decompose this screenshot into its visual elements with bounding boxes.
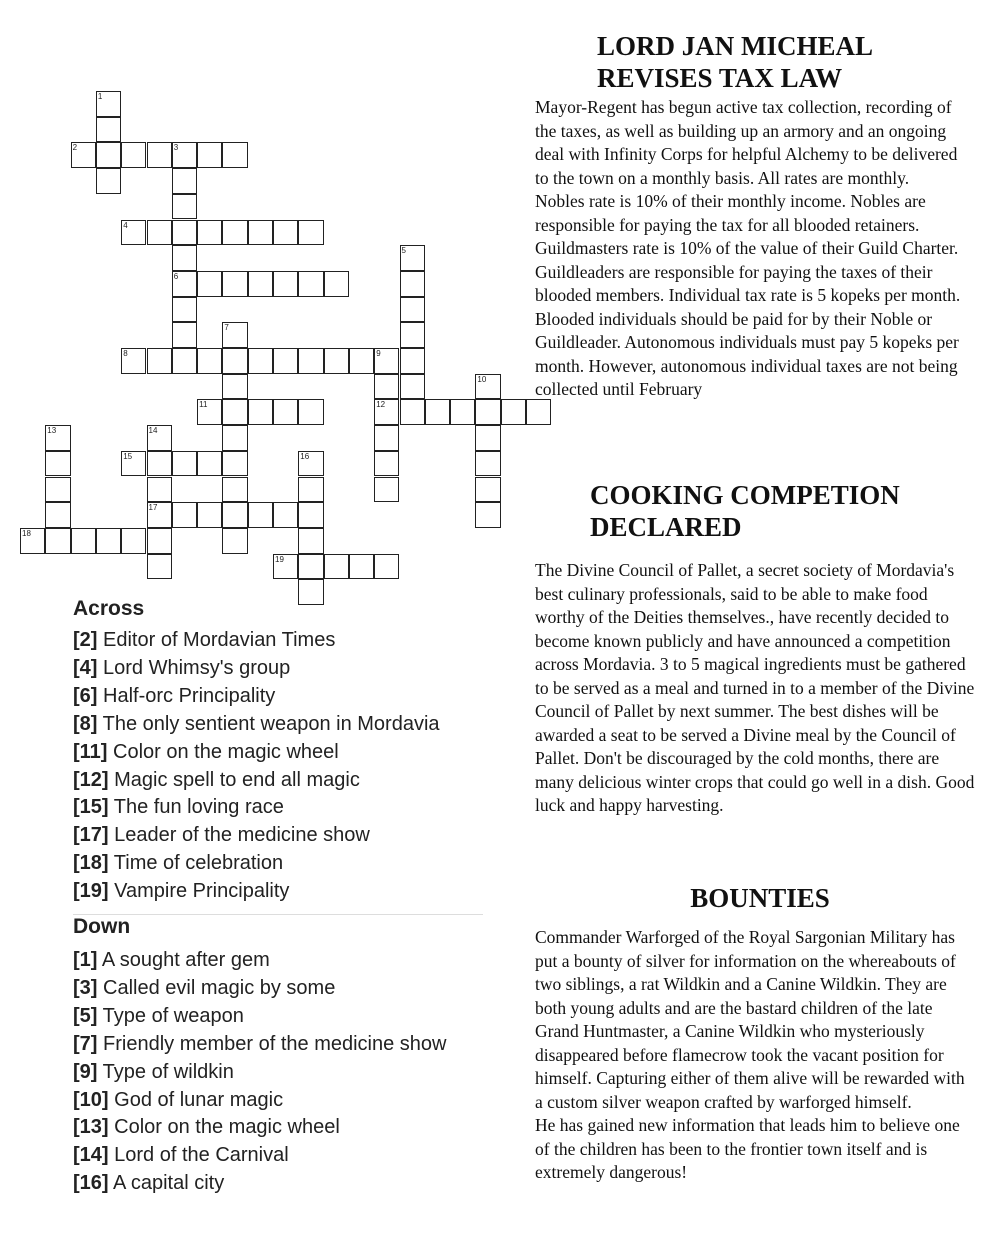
crossword-cell[interactable] (248, 271, 273, 297)
cell-number: 3 (173, 143, 179, 153)
crossword-cell[interactable] (273, 220, 298, 246)
crossword-cell[interactable] (324, 348, 349, 374)
crossword-cell[interactable] (172, 322, 197, 348)
cell-number: 11 (199, 400, 208, 410)
crossword-cell[interactable] (172, 502, 197, 528)
clue-across-4: [4] Lord Whimsy's group (73, 656, 291, 679)
clue-across-8: [8] The only sentient weapon in Mordavia (73, 712, 440, 735)
clue-down-10: [10] God of lunar magic (73, 1088, 284, 1111)
cell-number: 4 (123, 220, 128, 230)
clue-across-2: [2] Editor of Mordavian Times (73, 629, 336, 651)
crossword-cell[interactable] (475, 477, 500, 503)
crossword-cell[interactable] (147, 554, 172, 580)
clue-across-6: [6] Half-orc Principality (73, 684, 276, 707)
crossword-cell[interactable] (324, 554, 349, 580)
crossword-cell[interactable] (172, 297, 197, 323)
crossword-cell[interactable] (45, 528, 70, 554)
article-body (535, 926, 975, 1185)
crossword-cell[interactable] (172, 168, 197, 194)
crossword-cell[interactable] (121, 142, 146, 168)
article-paragraph: Nobles rate is 10% of their monthly income. Nobles are responsible for paying the tax for all blooded retainers. (535, 191, 926, 235)
cell-number: 10 (477, 374, 487, 384)
crossword-cell[interactable] (147, 528, 172, 554)
crossword-cell[interactable] (222, 528, 247, 554)
crossword-cell[interactable] (172, 220, 197, 246)
cell-number: 17 (148, 503, 158, 513)
crossword-cell[interactable] (349, 348, 374, 374)
cell-number: 2 (72, 143, 78, 153)
cell-number: 18 (22, 528, 31, 538)
crossword-cell[interactable] (298, 477, 323, 503)
article-paragraph: Mayor-Regent has begun active tax collection, recording of the taxes, as well as building up an armory and an ongoing deal with Infinity Corps for helpful Alchemy to be delivered to the town on a monthly basis. All rates are monthly. (535, 97, 958, 188)
crossword-cell[interactable] (400, 348, 425, 374)
crossword-cell[interactable] (475, 425, 500, 451)
clue-across-15: [15] The fun loving race (73, 796, 284, 819)
crossword-cell[interactable] (374, 425, 399, 451)
crossword-cell[interactable] (298, 502, 323, 528)
crossword-cell[interactable] (197, 348, 222, 374)
clue-down-14: [14] Lord of the Carnival (73, 1144, 289, 1167)
crossword-cell[interactable] (222, 399, 247, 425)
article-paragraph: Commander Warforged of the Royal Sargonian Military has put a bounty of silver for information on the whereabouts of two siblings, a rat Wildkin and a Canine Wildkin. They are both young adults and are the bastard children of the late Grand Huntmaster, a Canine Wildkin who mysteriously disappeared before flamecrow took the vacant position for himself. Capturing either of them alive will be rewarded with a custom silver weapon crafted by warforged himself. (535, 927, 965, 1112)
crossword-cell[interactable] (222, 271, 247, 297)
crossword-cell[interactable] (324, 271, 349, 297)
article-bounties (535, 882, 975, 1185)
article-headline: BOUNTIES (690, 883, 830, 913)
crossword-cell[interactable] (400, 297, 425, 323)
cell-number: 1 (97, 92, 103, 101)
crossword-cell[interactable] (273, 348, 298, 374)
crossword-cell[interactable] (172, 194, 197, 220)
clue-down-13: [13] Color on the magic wheel (73, 1116, 340, 1139)
crossword-cell[interactable] (222, 502, 247, 528)
crossword-cell[interactable] (400, 322, 425, 348)
clue-down-3: [3] Called evil magic by some (73, 976, 336, 999)
down-heading: Down (73, 915, 131, 938)
cell-number: 14 (148, 426, 158, 436)
article-paragraph: The Divine Council of Pallet, a secret society of Mordavia's best culinary professionals, said to be able to make food worthy of the Deities themselves., have recently decided to become known publicly and have announced a competition across Mordavia. 3 to 5 magical ingredients must be gathered to be served as a meal and turned in to a member of the Divine Council of Pallet by next summer. The best dishes will be awarded a seat to be served a Divine meal by the Council of Pallet. Don't be discouraged by the cold months, there are many delicious winter crops that could go well in a dish. Good luck and happy harvesting. (535, 560, 975, 815)
crossword-cell[interactable] (425, 399, 450, 425)
crossword-cell[interactable] (273, 271, 298, 297)
article-paragraph: He has gained new information that leads him to believe one of the children has been to the frontier town itself and is extremely dangerous! (535, 1115, 960, 1182)
clue-across-12: [12] Magic spell to end all magic (73, 768, 360, 791)
cell-number: 9 (376, 349, 381, 358)
crossword-cell[interactable] (222, 142, 247, 168)
clue-down-5: [5] Type of weapon (73, 1004, 244, 1027)
crossword-cell[interactable] (248, 348, 273, 374)
crossword-cell[interactable] (45, 451, 70, 477)
crossword-cell[interactable] (45, 477, 70, 503)
clue-down-1: [1] A sought after gem (73, 949, 270, 971)
crossword-cell[interactable] (172, 245, 197, 271)
clue-down-16: [16] A capital city (73, 1172, 225, 1195)
crossword-cell[interactable] (197, 271, 222, 297)
crossword-cell[interactable] (147, 142, 172, 168)
article-body (535, 96, 975, 402)
cell-number: 13 (47, 426, 57, 436)
crossword-cell[interactable] (172, 451, 197, 477)
crossword-cell[interactable] (222, 425, 247, 451)
crossword-cell[interactable] (298, 348, 323, 374)
crossword-cell[interactable] (475, 502, 500, 528)
crossword-cell[interactable] (96, 528, 121, 554)
cell-number: 12 (376, 400, 386, 410)
crossword-cell[interactable] (374, 374, 399, 400)
crossword-cell[interactable] (71, 528, 96, 554)
crossword-cell[interactable] (96, 168, 121, 194)
crossword-cell[interactable] (298, 399, 323, 425)
crossword-cell[interactable] (248, 399, 273, 425)
article-cooking-competition (535, 479, 975, 818)
cell-number: 19 (275, 554, 284, 564)
article-tax-law (535, 30, 975, 402)
crossword-cell[interactable] (273, 399, 298, 425)
cell-number: 16 (300, 451, 310, 461)
crossword-cell[interactable] (400, 271, 425, 297)
crossword-cell[interactable] (501, 399, 526, 425)
crossword-cell[interactable] (298, 271, 323, 297)
cell-number: 7 (224, 323, 229, 333)
crossword-cell[interactable] (349, 554, 374, 580)
clue-across-18: [18] Time of celebration (73, 852, 284, 875)
crossword-cell[interactable] (222, 374, 247, 400)
crossword-cell[interactable] (400, 374, 425, 400)
article-paragraph: Guildmasters rate is 10% of the value of their Guild Charter. Guildleaders are responsible for paying the taxes of their blooded members. Individual tax rate is 5 kopeks per month. Blooded individuals should be paid for by their Noble or Guildleader. Autonomous individuals must pay 5 kopeks per month. However, autonomous individual taxes are not being collected until February (535, 238, 961, 399)
clue-down-7: [7] Friendly member of the medicine show (73, 1032, 447, 1055)
crossword-cell[interactable] (450, 399, 475, 425)
crossword-cell[interactable] (147, 451, 172, 477)
cell-number: 15 (123, 451, 133, 461)
crossword-cell[interactable] (222, 451, 247, 477)
clue-across-17: [17] Leader of the medicine show (73, 824, 370, 847)
crossword-cell[interactable] (475, 451, 500, 477)
across-heading: Across (73, 597, 145, 620)
crossword-cell[interactable] (147, 220, 172, 246)
crossword-cell[interactable] (222, 348, 247, 374)
clue-across-19: [19] Vampire Principality (73, 880, 290, 903)
article-body (535, 559, 975, 818)
crossword-cell[interactable] (273, 502, 298, 528)
crossword-cell[interactable] (298, 528, 323, 554)
clue-down-9: [9] Type of wildkin (73, 1060, 234, 1083)
crossword-cell[interactable] (96, 142, 121, 168)
crossword-cell[interactable] (248, 502, 273, 528)
crossword-cell[interactable] (222, 477, 247, 503)
crossword-cell[interactable] (374, 477, 399, 503)
crossword-cell[interactable] (147, 477, 172, 503)
crossword-cell[interactable] (147, 348, 172, 374)
article-headline: LORD JAN MICHEAL REVISES TAX LAW (597, 31, 874, 93)
crossword-cell[interactable] (526, 399, 551, 425)
crossword-cell[interactable] (222, 220, 247, 246)
crossword-cell[interactable] (197, 142, 222, 168)
crossword-cell[interactable] (197, 451, 222, 477)
crossword-cell[interactable] (121, 528, 146, 554)
down-clues (73, 915, 447, 1198)
crossword-cell[interactable] (298, 220, 323, 246)
crossword-cell[interactable] (400, 399, 425, 425)
cell-number: 8 (123, 349, 128, 358)
crossword-cell[interactable] (374, 451, 399, 477)
crossword-grid (0, 0, 540, 600)
crossword-cell[interactable] (172, 348, 197, 374)
clue-across-11: [11] Color on the magic wheel (73, 740, 339, 763)
crossword-cell[interactable] (197, 220, 222, 246)
article-headline: COOKING COMPETION DECLARED (590, 480, 900, 542)
crossword-cell[interactable] (475, 399, 500, 425)
crossword-cell[interactable] (96, 117, 121, 143)
across-clues (73, 597, 440, 906)
cell-number: 6 (173, 271, 179, 281)
crossword-cell[interactable] (374, 554, 399, 580)
crossword-cell[interactable] (45, 502, 70, 528)
cell-number: 5 (401, 246, 406, 256)
crossword-cell[interactable] (197, 502, 222, 528)
crossword-cell[interactable] (248, 220, 273, 246)
crossword-cell[interactable] (298, 554, 323, 580)
